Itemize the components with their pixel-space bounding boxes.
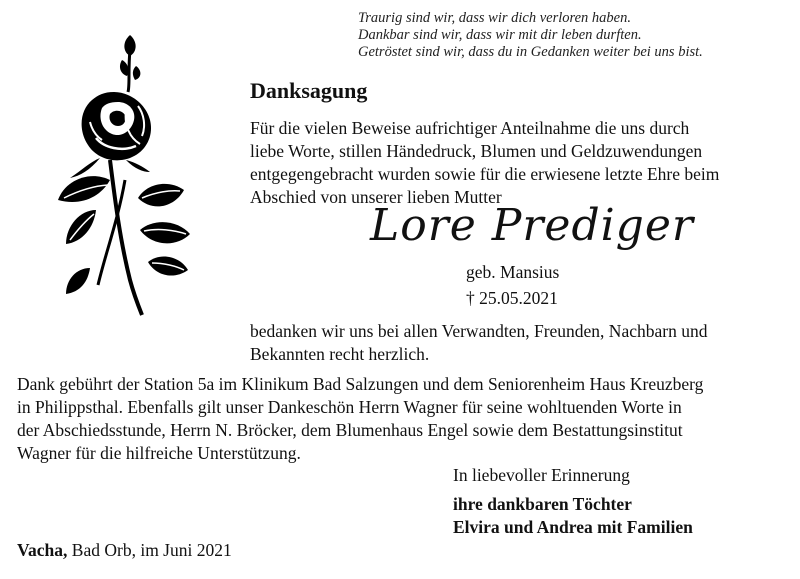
verse <box>358 10 788 61</box>
thanks-line: bedanken wir uns bei allen Verwandten, Freunden, Nachbarn und <box>250 321 708 341</box>
rose-icon <box>30 30 210 320</box>
intro-text <box>250 117 780 209</box>
signer-line: ihre dankbaren Töchter <box>453 494 632 514</box>
signers <box>453 493 693 539</box>
paragraph-line: in Philippsthal. Ebenfalls gilt unser Dankeschön Herrn Wagner für seine wohltuenden Worte in <box>17 397 682 417</box>
verse-line: Dankbar sind wir, dass wir mit dir leben durften. <box>358 27 642 43</box>
paragraph-line: Wagner für die hilfreiche Unterstützung. <box>17 443 301 463</box>
verse-line: Getröstet sind wir, dass du in Gedanken weiter bei uns bist. <box>358 44 703 60</box>
place-rest: Bad Orb, im Juni 2021 <box>67 540 232 560</box>
intro-line: Für die vielen Beweise aufrichtiger Anteilnahme die uns durch <box>250 118 690 138</box>
place-date <box>17 540 232 561</box>
intro-line: Abschied von unserer lieben Mutter <box>250 187 502 207</box>
deceased-name: Lore Prediger <box>370 200 694 251</box>
paragraph-line: der Abschiedsstunde, Herrn N. Bröcker, dem Blumenhaus Engel sowie dem Bestattungsinstitut <box>17 420 683 440</box>
intro-line: liebe Worte, stillen Händedruck, Blumen und Geldzuwendungen <box>250 141 703 161</box>
page-title: Danksagung <box>250 78 368 103</box>
death-date: † 25.05.2021 <box>466 288 558 308</box>
thanks-line: Bekannten recht herzlich. <box>250 344 430 364</box>
signer-line: Elvira und Andrea mit Familien <box>453 517 693 537</box>
maiden-name: geb. Mansius <box>466 262 560 282</box>
intro-line: entgegengebracht wurden sowie für die erwiesene letzte Ehre beim <box>250 164 720 184</box>
paragraph-line: Dank gebührt der Station 5a im Klinikum Bad Salzungen und dem Seniorenheim Haus Kreuzberg <box>17 374 704 394</box>
thanks-text <box>250 320 780 366</box>
acknowledgement-paragraph <box>17 373 787 465</box>
place-town: Vacha, <box>17 540 68 560</box>
memory-line: In liebevoller Erinnerung <box>453 465 630 485</box>
verse-line: Traurig sind wir, dass wir dich verloren haben. <box>358 10 631 26</box>
